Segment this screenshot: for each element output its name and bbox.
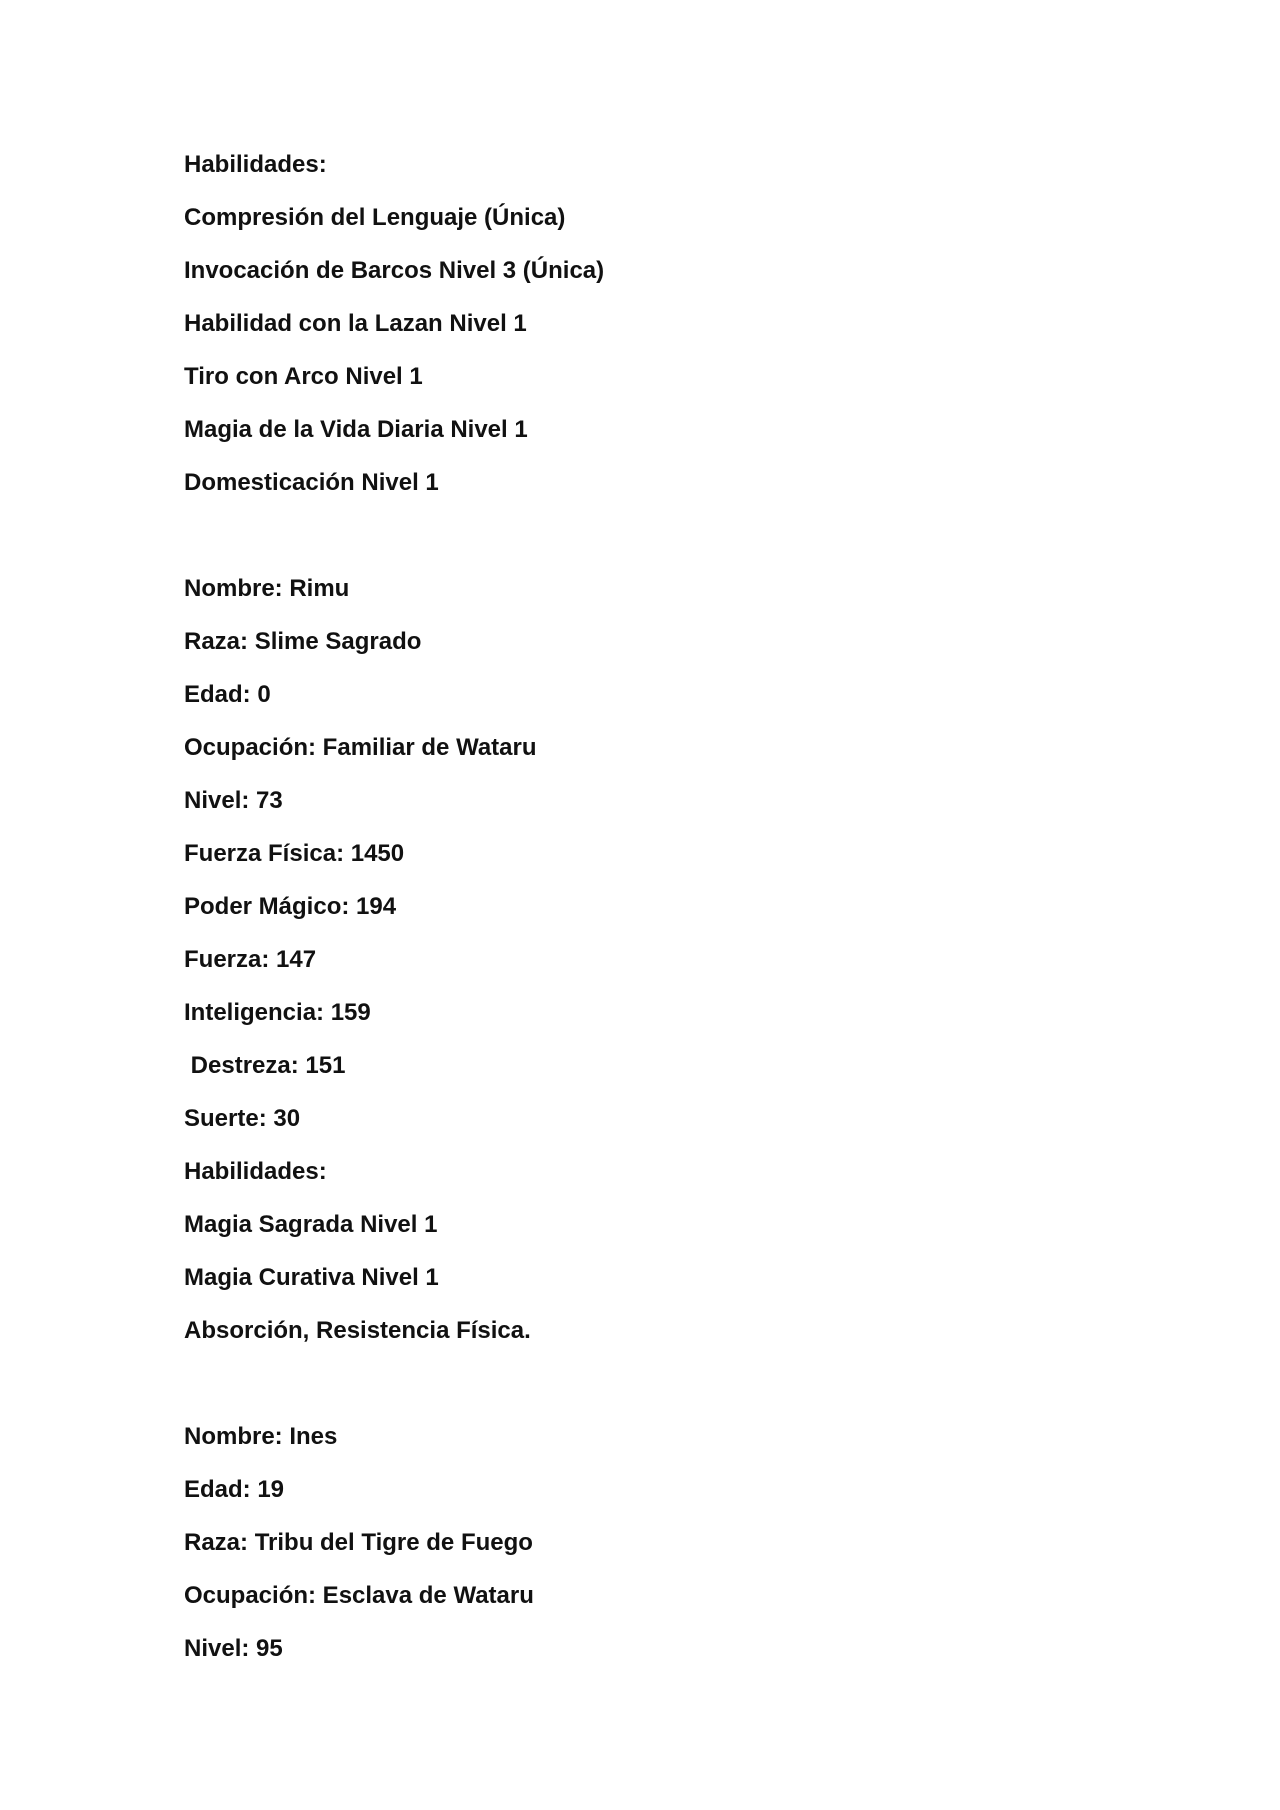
rimu-race: Raza: Slime Sagrado — [184, 628, 422, 655]
rimu-physical-strength: Fuerza Física: 1450 — [184, 840, 405, 867]
ines-occupation: Ocupación: Esclava de Wataru — [184, 1582, 534, 1609]
skill-item: Magia de la Vida Diaria Nivel 1 — [184, 416, 528, 443]
document-body — [184, 150, 1184, 1687]
section-spacer — [184, 521, 1184, 574]
ines-race: Raza: Tribu del Tigre de Fuego — [184, 1529, 533, 1556]
section-spacer — [184, 1369, 1184, 1422]
rimu-skill-item: Magia Curativa Nivel 1 — [184, 1264, 439, 1291]
rimu-skills-header: Habilidades: — [184, 1158, 327, 1185]
rimu-intelligence: Inteligencia: 159 — [184, 999, 371, 1026]
rimu-magic-power: Poder Mágico: 194 — [184, 893, 397, 920]
rimu-level: Nivel: 73 — [184, 787, 283, 814]
rimu-dexterity: Destreza: 151 — [184, 1052, 346, 1079]
rimu-skill-item: Absorción, Resistencia Física. — [184, 1317, 531, 1344]
rimu-strength: Fuerza: 147 — [184, 946, 317, 973]
rimu-age: Edad: 0 — [184, 681, 271, 708]
ines-profile — [184, 1422, 1184, 1687]
skill-item: Habilidad con la Lazan Nivel 1 — [184, 310, 527, 337]
ines-age: Edad: 19 — [184, 1476, 285, 1503]
skill-item: Tiro con Arco Nivel 1 — [184, 363, 423, 390]
rimu-name: Nombre: Rimu — [184, 575, 350, 602]
skill-item: Invocación de Barcos Nivel 3 (Única) — [184, 257, 605, 284]
skill-item: Domesticación Nivel 1 — [184, 469, 439, 496]
skill-item: Compresión del Lenguaje (Única) — [184, 204, 566, 231]
rimu-luck: Suerte: 30 — [184, 1105, 301, 1132]
ines-name: Nombre: Ines — [184, 1423, 338, 1450]
ines-level: Nivel: 95 — [184, 1635, 283, 1662]
rimu-skill-item: Magia Sagrada Nivel 1 — [184, 1211, 438, 1238]
rimu-profile — [184, 574, 1184, 1369]
skills-header: Habilidades: — [184, 151, 327, 178]
skills-section — [184, 150, 1184, 521]
rimu-occupation: Ocupación: Familiar de Wataru — [184, 734, 537, 761]
